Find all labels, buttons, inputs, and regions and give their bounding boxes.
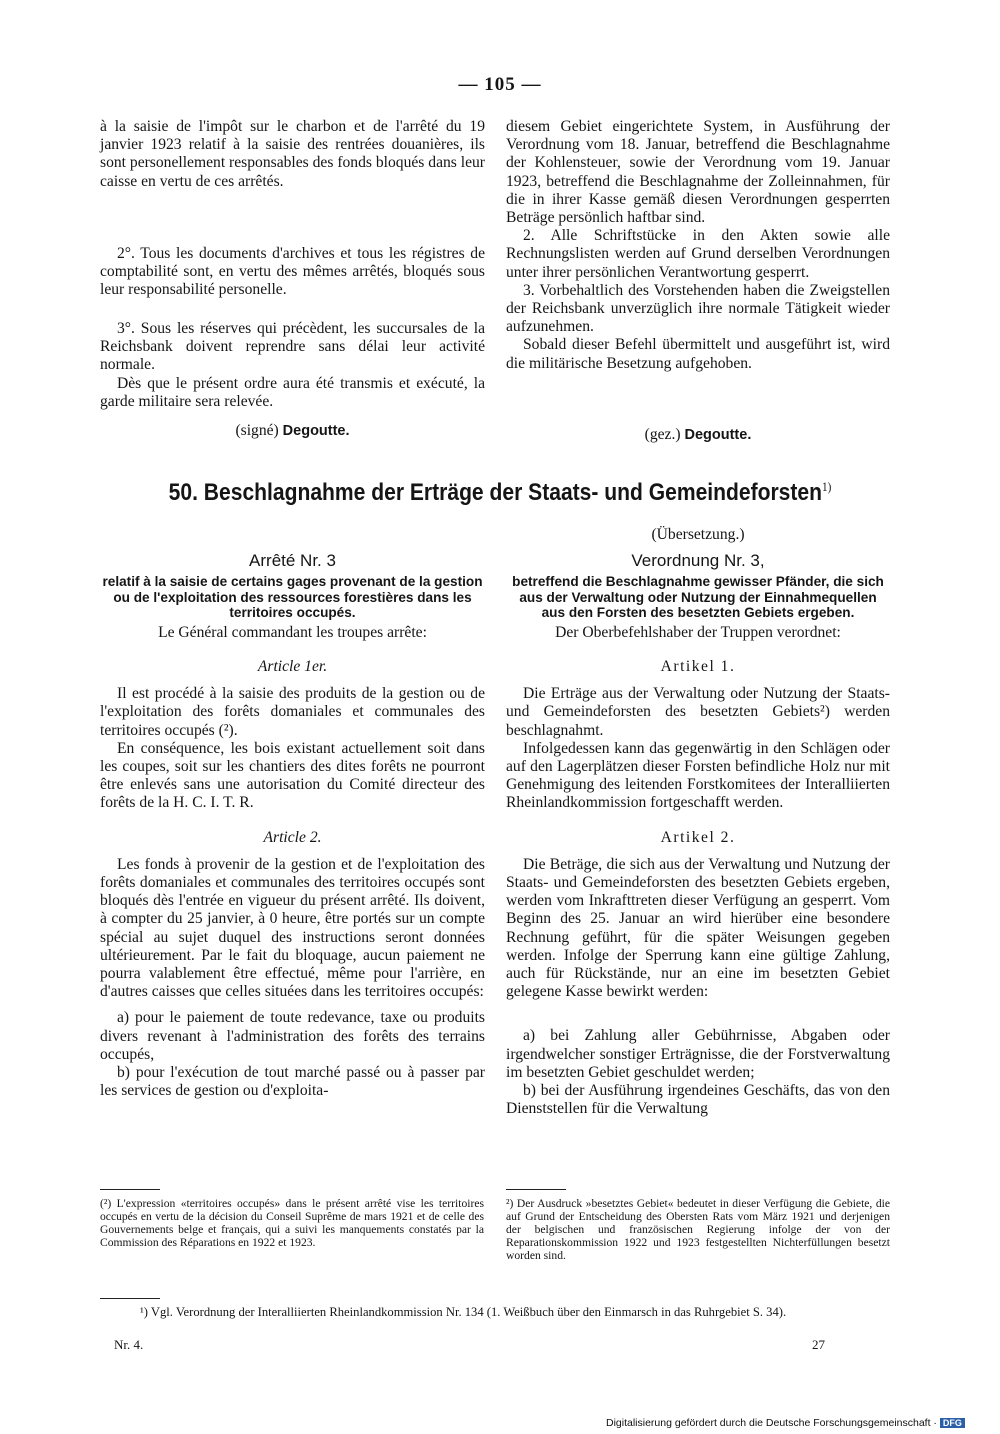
article-2-title: Article 2. — [263, 828, 322, 846]
bottom-footnote: ¹) Vgl. Verordnung der Interalliierten Rheinlandkommission Nr. 134 (1. Weißbuch über den Einmarsch in das Ruhrgebiet S. 34). — [140, 1305, 787, 1319]
top-right-paragraph: 2. Alle Schriftstücke in den Akten sowie alle Rechnungslisten werden auf Grund derselben Verordnungen unter ihrer persönlichen Verantwortung gesperrt. — [506, 227, 890, 281]
artikel-1-paragraph: Die Erträge aus der Verwaltung oder Nutzung der Staats- und Gemeindeforsten des besetzten Gebiets²) werden beschlagnahmt. — [506, 685, 890, 739]
signature-prefix: (signé) — [235, 422, 279, 439]
footnote-rule-right — [506, 1189, 566, 1190]
verordnung-intro: Der Oberbefehlshaber der Truppen verordnet: — [555, 623, 841, 641]
artikel-2-title: Artikel 2. — [660, 828, 736, 846]
issue-number: Nr. 4. — [114, 1337, 144, 1352]
article-2-item-a: a) pour le paiement de toute redevance, taxe ou produits divers revenant à l'administration des forêts des terrains occupés, — [100, 1009, 485, 1063]
article-2-item-b: b) pour l'exécution de tout marché passé ou à passer par les services de gestion ou d'exploita- — [100, 1063, 485, 1100]
footnote-left: (²) L'expression «territoires occupés» dans le présent arrêté vise les territoires occupés en vertu de la décision du Conseil Suprême de mars 1921 et de celle des Gouvernements belge et français, qui a suivi les manquements constatés par la Commission des Réparations en 1922 et 1923. — [100, 1197, 484, 1249]
right-signature — [506, 426, 890, 444]
signature-prefix: (gez.) — [644, 426, 681, 443]
arrete-heading: Arrêté Nr. 3 — [249, 551, 336, 570]
article-1-paragraph: Il est procédé à la saisie des produits de la gestion ou de l'exploitation des forêts domaniales et communales des territoires occupés (²). — [100, 685, 485, 739]
top-right-paragraph: 3. Vorbehaltlich des Vorstehenden haben die Zweigstellen der Reichsbank unverzüglich ihre normale Tätigkeit wieder aufzunehmen. — [506, 281, 890, 336]
footnote-rule-left — [100, 1189, 160, 1190]
artikel-2-item-b: b) bei der Ausführung irgendeines Geschäfts, das von den Dienststellen für die Verwaltung — [506, 1081, 890, 1118]
digitization-credit — [606, 1417, 965, 1429]
top-left-column — [100, 118, 485, 191]
top-left-paragraph: 2°. Tous les documents d'archives et tous les régistres de comptabilité sont, en vertu des mêmes arrêtés, bloqués sous leur responsabilité personelle. — [100, 245, 485, 299]
arrete-intro: Le Général commandant les troupes arrête: — [158, 623, 427, 641]
artikel-1-title: Artikel 1. — [660, 657, 736, 675]
top-right-paragraph: Sobald dieser Befehl übermittelt und ausgeführt ist, wird die militärische Besetzung aufgehoben. — [506, 336, 890, 372]
page-number: — 105 — — [458, 74, 542, 95]
top-left-column-2 — [100, 245, 485, 300]
artikel-2-paragraph: Die Beträge, die sich aus der Verwaltung und Nutzung der Staats- und Gemeindeforsten des besetzten Gebiets ergeben, werden vom Inkrafttreten dieser Verfügung an gesperrt. Vom Beginn des 25. Januar an wird hierüber eine besondere Rechnung geführt, für die später Weisungen gegeben werden. Infolge der Sperrung kann eine gültige Zahlung, auch für Rückstände, nur an eine im besetzten Gebiet gelegene Kasse bewirkt werden: — [506, 855, 890, 1001]
section-title — [122, 479, 879, 507]
signature-name: Degoutte. — [684, 427, 752, 443]
left-signature — [100, 422, 485, 440]
footnote-right: ²) Der Ausdruck »besetztes Gebiet« bedeutet in dieser Verfügung die Gebiete, die auf Grund der Entscheidung des Obersten Rats vom März 1921 und derjenigen der belgischen und französischen Regierung infolge der von der Reparationskommission 1922 und 1923 festgestellten Nichterfüllungen besetzt worden sind. — [506, 1197, 890, 1262]
top-left-paragraph: 3°. Sous les réserves qui précèdent, les succursales de la Reichsbank doivent reprendre sans délai leur activité normale. — [100, 320, 485, 374]
artikel-2-item-a: a) bei Zahlung aller Gebührnisse, Abgaben oder irgendwelcher sonstiger Erträgnisse, die der Forstverwaltung im besetzten Gebiet geschuldet werden; — [506, 1027, 890, 1081]
top-left-column-3 — [100, 320, 485, 411]
top-right-column — [506, 118, 890, 373]
translation-note: (Übersetzung.) — [651, 526, 745, 543]
arrete-column — [100, 552, 485, 1100]
arrete-subtitle: relatif à la saisie de certains gages provenant de la gestion ou de l'exploitation des ressources forestières dans les territoires occupés. — [102, 574, 483, 621]
top-left-paragraph: à la saisie de l'impôt sur le charbon et de l'arrêté du 19 janvier 1923 relatif à la saisie des rentrées douanières, ils sont personellement responsables des fonds bloqués dans leur caisse en vertu de ces arrêtés. — [100, 118, 486, 190]
signature-name: Degoutte. — [282, 423, 350, 439]
sheet-number: 27 — [812, 1337, 825, 1352]
digitization-note: Digitalisierung gefördert durch die Deutsche Forschungsgemeinschaft · — [606, 1417, 937, 1429]
section-title-note: 1) — [822, 479, 832, 494]
footnote-rule-bottom — [100, 1298, 160, 1299]
artikel-1-paragraph: Infolgedessen kann das gegenwärtig in den Schlägen oder auf den Lagerplätzen dieser Forsten befindliche Holz nur mit Genehmigung des leitenden Forstkomitees der Interalliierten Rheinlandkommission fortgeschafft werden. — [506, 739, 890, 812]
verordnung-heading: Verordnung Nr. 3, — [631, 551, 765, 570]
article-1-title: Article 1er. — [257, 657, 328, 675]
article-1-paragraph: En conséquence, les bois existant actuellement soit dans les coupes, soit sur les chantiers des dites forêts ne pourront être enlevés sans une autorisation du Comité directeur des forêts de la H. C. I. T. R. — [100, 739, 485, 812]
top-left-paragraph: Dès que le présent ordre aura été transmis et exécuté, la garde militaire sera relevée. — [100, 374, 485, 410]
top-right-paragraph: diesem Gebiet eingerichtete System, in Ausführung der Verordnung vom 18. Januar, betreffend die Beschlagnahme der Kohlensteuer, sowie der Verordnung vom 19. Januar 1923, betreffend die Beschlagnahme der Zolleinnahmen, für die in ihrer Kasse gemäß diesen Verordnungen gesperrten Beträge persönlich haftbar sind. — [506, 118, 890, 227]
article-2-paragraph: Les fonds à provenir de la gestion et de l'exploitation des forêts domaniales et communales des territoires occupés sont bloqués dès l'entrée en vigueur du présent arrêté. Ils doivent, à compter du 25 janvier, à 0 heure, être portés sur un compte spécial au sujet duquel des instructions seront données ultérieurement. Par le fait du bloquage, aucun paiement ne pourra valablement être effectué, même pour l'arrière, en d'autres caisses que celles situées dans les territoires occupés: — [100, 855, 485, 1001]
dfg-logo: DFG — [940, 1418, 965, 1428]
verordnung-subtitle: betreffend die Beschlagnahme gewisser Pfänder, die sich aus der Verwaltung oder Nutzung der Einnahmequellen aus den Forsten des besetzten Gebiets ergeben. — [512, 574, 884, 621]
section-title-text: 50. Beschlagnahme der Erträge der Staats- und Gemeindeforsten — [168, 479, 823, 507]
verordnung-column — [506, 552, 890, 1118]
